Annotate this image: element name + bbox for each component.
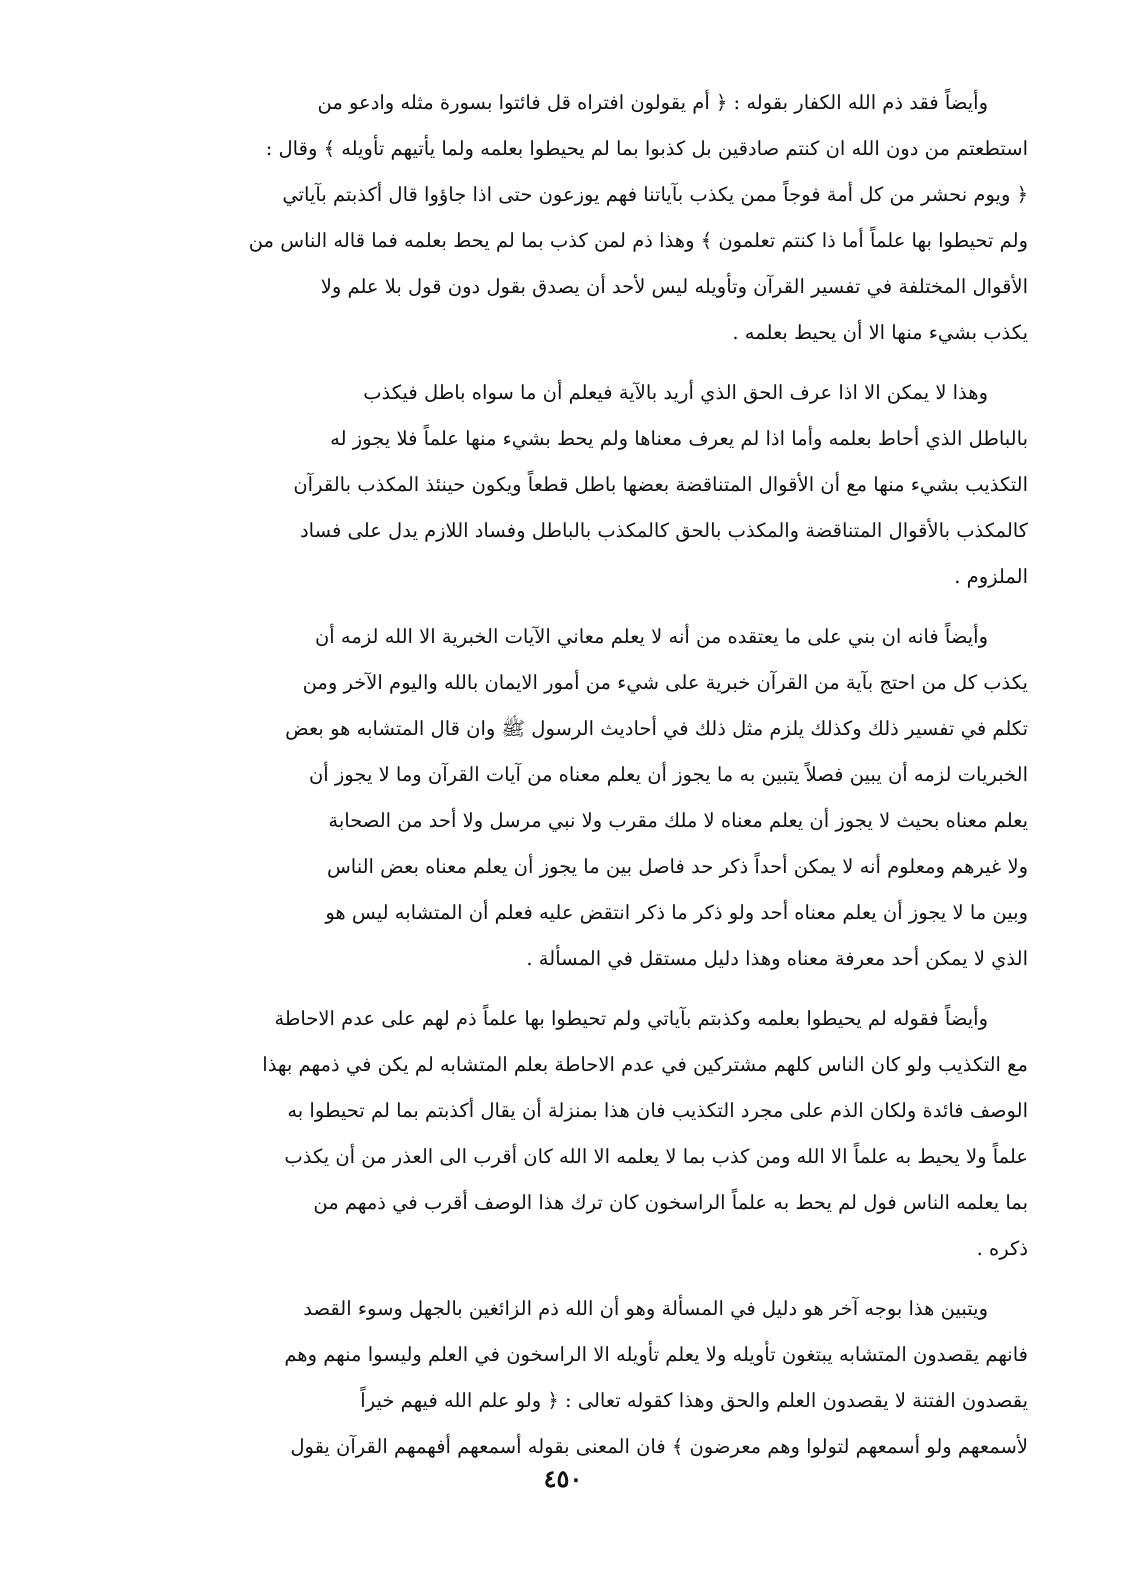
paragraph — [94, 80, 1028, 356]
paragraph — [94, 370, 1028, 600]
text-line: يكذب بشيء منها الا أن يحيط بعلمه . — [732, 321, 1028, 344]
page-number: ٤٥٠ — [543, 1464, 583, 1493]
text-line: الخبريات لزمه أن يبين فصلاً يتبين به ما يجوز أن يعلم معناه من آيات القرآن وما لا يجوز أن — [308, 763, 1028, 786]
text-line: الذي لا يمكن أحد معرفة معناه وهذا دليل مستقل في المسألة . — [526, 947, 1028, 970]
text-line: فانهم يقصدون المتشابه يبتغون تأويله ولا يعلم تأويله الا الراسخون في العلم وليسوا منهم وهم — [284, 1343, 1028, 1366]
text-line: بما يعلمه الناس فول لم يحط به علماً الراسخون كان ترك هذا الوصف أقرب في ذمهم من — [313, 1191, 1028, 1214]
text-line: وأيضاً فانه ان بني على ما يعتقده من أنه لا يعلم معاني الآيات الخبرية الا الله لزمه أن — [314, 625, 988, 648]
text-line: وأيضاً فقد ذم الله الكفار بقوله : ﴿ أم يقولون افتراه قل فائتوا بسورة مثله وادعو من — [317, 91, 988, 114]
text-line: الملزوم . — [954, 565, 1028, 588]
text-line: مع التكذيب ولو كان الناس كلهم مشتركين في عدم الاحاطة بعلم المتشابه لم يكن في ذمهم بهذا — [262, 1053, 1028, 1076]
text-line: تكلم في تفسير ذلك وكذلك يلزم مثل ذلك في أحاديث الرسول ﷺ وان قال المتشابه هو بعض — [285, 717, 1028, 740]
text-line: الأقوال المختلفة في تفسير القرآن وتأويله ليس لأحد أن يصدق بقول دون قول بلا علم ولا — [320, 275, 1028, 298]
text-line: يعلم معناه بحيث لا يجوز أن يعلم معناه لا ملك مقرب ولا نبي مرسل ولا أحد من الصحابة — [328, 809, 1028, 832]
text-line: ولا غيرهم ومعلوم أنه لا يمكن أحداً ذكر حد فاصل بين ما يجوز أن يعلم معناه بعض الناس — [326, 855, 1028, 878]
paragraph — [94, 614, 1028, 982]
text-line: وهذا لا يمكن الا اذا عرف الحق الذي أريد بالآية فيعلم أن ما سواه باطل فيكذب — [363, 381, 988, 404]
text-line: التكذيب بشيء منها مع أن الأقوال المتناقضة بعضها باطل قطعاً ويكون حينئذ المكذب بالقرآن — [293, 473, 1028, 496]
text-line: علماً ولا يحيط به علماً الا الله ومن كذب بما لا يعلمه الا الله كان أقرب الى العذر من أن يكذب — [284, 1145, 1028, 1168]
page-body — [94, 80, 1028, 1484]
paragraph — [94, 1286, 1028, 1470]
text-line: ويتبين هذا بوجه آخر هو دليل في المسألة وهو أن الله ذم الزائغين بالجهل وسوء القصد — [303, 1297, 988, 1320]
text-line: استطعتم من دون الله ان كنتم صادقين بل كذبوا بما لم يحيطوا بعلمه ولما يأتيهم تأويله ﴾ وقال : — [265, 137, 1028, 160]
text-line: لأسمعهم ولو أسمعهم لتولوا وهم معرضون ﴾ فان المعنى بقوله أسمعهم أفهمهم القرآن يقول — [290, 1435, 1028, 1458]
text-line: كالمكذب بالأقوال المتناقضة والمكذب بالحق كالمكذب بالباطل وفساد اللازم يدل على فساد — [299, 519, 1028, 542]
text-line: وبين ما لا يجوز أن يعلم معناه أحد ولو ذكر ما ذكر انتقض عليه فعلم أن المتشابه ليس هو — [325, 901, 1028, 924]
text-line: بالباطل الذي أحاط بعلمه وأما اذا لم يعرف معناها ولم يحط بشيء منها علماً فلا يجوز له — [330, 427, 1028, 450]
text-line: الوصف فائدة ولكان الذم على مجرد التكذيب فان هذا بمنزلة أن يقال أكذبتم بما لم تحيطوا به — [287, 1099, 1028, 1122]
text-line: يقصدون الفتنة لا يقصدون العلم والحق وهذا كقوله تعالى : ﴿ ولو علم الله فيهم خيراً — [360, 1389, 1028, 1412]
text-line: يكذب كل من احتج بآية من القرآن خبرية على شيء من أمور الايمان بالله واليوم الآخر ومن — [302, 671, 1028, 694]
text-line: ذكره . — [976, 1237, 1028, 1260]
text-line: وأيضاً فقوله لم يحيطوا بعلمه وكذبتم بآياتي ولم تحيطوا بها علماً ذم لهم على عدم الاحاطة — [274, 1007, 988, 1030]
text-line: ولم تحيطوا بها علماً أما ذا كنتم تعلمون ﴾ وهذا ذم لمن كذب بما لم يحط بعلمه فما قاله الناس من — [248, 229, 1028, 252]
paragraph — [94, 996, 1028, 1272]
text-line: ﴿ ويوم نحشر من كل أمة فوجاً ممن يكذب بآياتنا فهم يوزعون حتى اذا جاؤوا قال أكذبتم بآياتي — [282, 183, 1028, 206]
